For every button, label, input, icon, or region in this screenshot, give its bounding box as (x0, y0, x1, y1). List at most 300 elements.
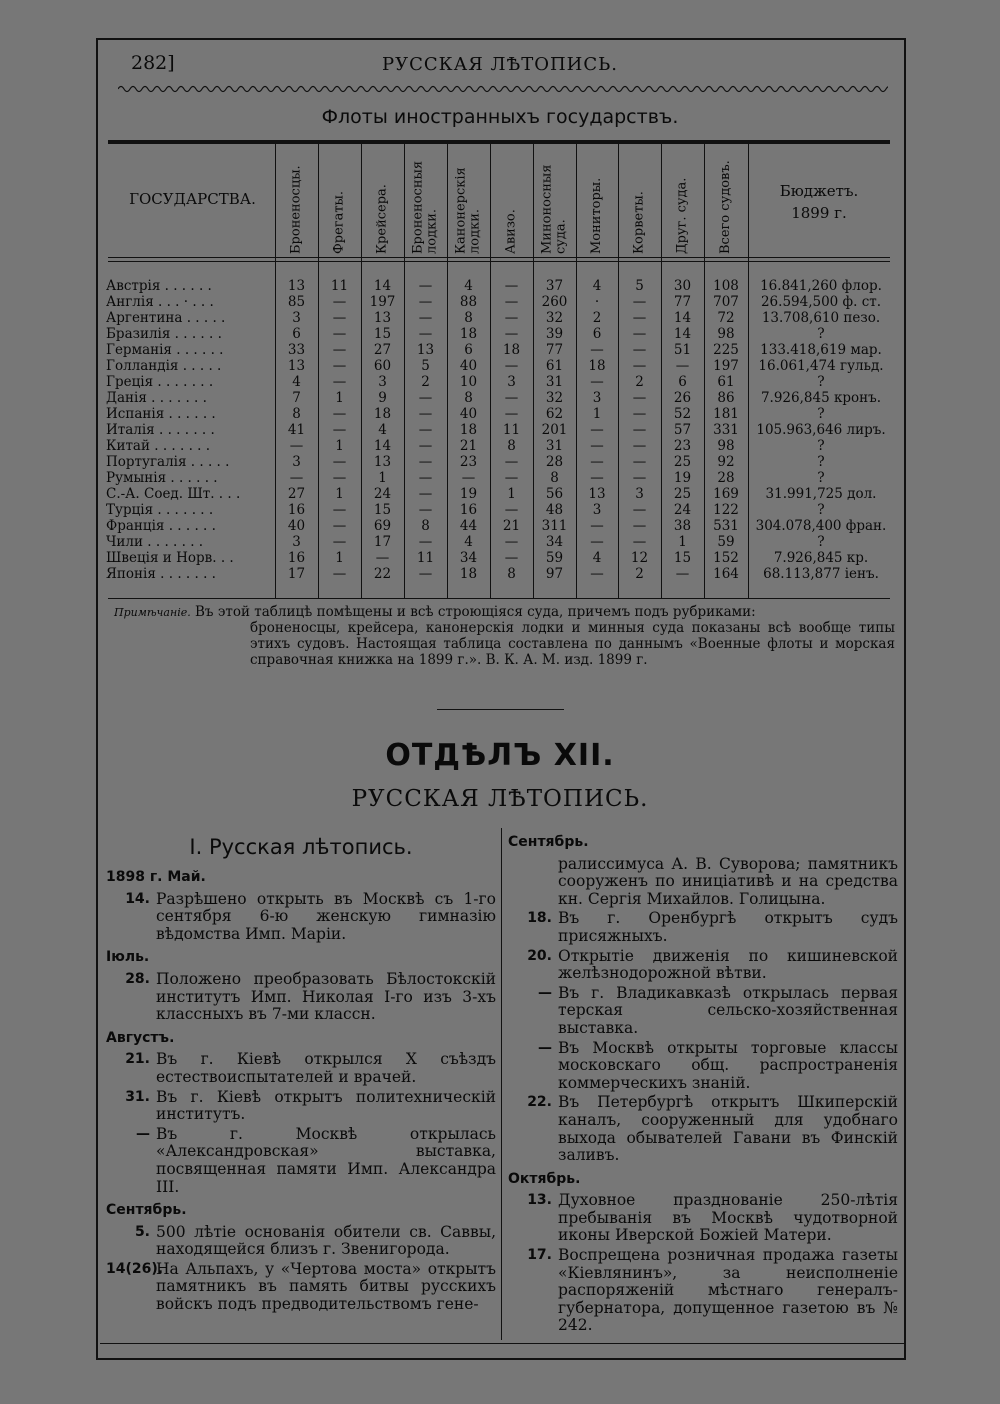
country-name: Швеція и Норв. . . (106, 550, 234, 566)
country-name: Португалія . . . . . (106, 454, 230, 470)
month-heading: Августъ. (106, 1029, 175, 1046)
table-cell: — (632, 310, 647, 326)
column-header-budget (748, 180, 890, 224)
table-cell: 3 (378, 374, 387, 390)
table-cell: 331 (713, 422, 739, 438)
country-name: Испанія . . . . . . (106, 406, 216, 422)
table-cell: 11 (330, 278, 349, 294)
entry-date: 14(26). (106, 1260, 164, 1277)
table-cell: 5 (421, 358, 430, 374)
budget-cell: ? (817, 406, 825, 422)
section-subtitle: РУССКАЯ ЛѢТОПИСЬ. (351, 786, 649, 812)
table-cell: — (418, 438, 433, 454)
table-cell: 52 (673, 406, 692, 422)
note-first-line: Въ этой таблицѣ помѣщены и всѣ строющіяся суда, причемъ подъ рубриками: (195, 604, 756, 620)
table-cell: 152 (713, 550, 739, 566)
table-cell: 16 (459, 502, 478, 518)
table-cell: 56 (545, 486, 564, 502)
table-cell: — (332, 342, 347, 358)
running-head: РУССКАЯ ЛѢТОПИСЬ. (382, 54, 618, 75)
table-cell: — (632, 502, 647, 518)
table-cell: 69 (373, 518, 392, 534)
country-name: Японія . . . . . . . (106, 566, 216, 582)
budget-cell: ? (817, 454, 825, 470)
table-cell: 1 (335, 486, 344, 502)
table-cell: 1 (507, 486, 516, 502)
table-cell: — (332, 566, 347, 582)
country-name: Франція . . . . . . (106, 518, 216, 534)
table-cell: — (418, 310, 433, 326)
table-cell: 1 (335, 390, 344, 406)
table-cell: 34 (545, 534, 564, 550)
budget-cell: ? (817, 502, 825, 518)
table-cell: 92 (717, 454, 735, 470)
budget-cell: 26.594,500 ф. ст. (760, 294, 882, 310)
table-cell: — (418, 566, 433, 582)
table-cell: — (590, 342, 604, 358)
table-cell: 13 (588, 486, 606, 502)
entry-date: — (538, 1039, 552, 1056)
table-cell: 225 (713, 342, 739, 358)
table-cell: — (332, 454, 347, 470)
table-cell: 11 (416, 550, 435, 566)
table-cell: 19 (459, 486, 478, 502)
table-cell: 60 (373, 358, 392, 374)
table-cell: 14 (673, 326, 692, 342)
table-cell: 2 (421, 374, 430, 390)
table-cell: — (504, 534, 519, 550)
table-cell: 31 (545, 438, 564, 454)
table-cell: 1 (335, 438, 344, 454)
table-cell: 33 (287, 342, 306, 358)
column-header: Корветы. (631, 191, 647, 254)
table-cell: 13 (416, 342, 435, 358)
table-note-rest: броненосцы, крейсера, канонерскія лодки и минныя суда показаны всѣ вообще типы этихъ судовъ. Настоящая таблица составлена по даннымъ «Военные флоты и морская справочная книжка на 1899 г.». В. К. А. М. изд. 1899 г. (250, 620, 895, 668)
table-cell: 14 (373, 438, 392, 454)
table-cell: 2 (592, 310, 602, 326)
note-label: Примѣчаніе. (114, 606, 191, 619)
table-cell: 25 (673, 486, 692, 502)
table-cell: 14 (373, 278, 392, 294)
month-heading: Октябрь. (508, 1170, 581, 1187)
table-cell: — (504, 310, 519, 326)
table-cell: 3 (292, 310, 301, 326)
table-cell: 28 (717, 470, 735, 486)
table-cell: — (590, 454, 604, 470)
table-cell: 6 (592, 326, 602, 342)
table-cell: 11 (502, 422, 521, 438)
chronicle-entry (508, 1192, 898, 1245)
table-cell: · (594, 294, 600, 310)
table-cell: — (289, 438, 304, 454)
entry-text: Положено преобразовать Бѣлостокскій институтъ Имп. Николая I-го изъ 3-хъ классныхъ въ 7-ми классн. (156, 969, 496, 1024)
table-cell: 3 (592, 502, 602, 518)
table-cell: 3 (635, 486, 644, 502)
table-cell: 24 (673, 502, 692, 518)
table-cell: — (332, 534, 347, 550)
table-cell: 4 (464, 278, 473, 294)
entry-text: Разрѣшено открыть въ Москвѣ съ 1-го сентября 6-ю женскую гимназію вѣдомства Имп. Маріи. (156, 889, 496, 943)
budget-cell: 31.991,725 дол. (765, 486, 877, 502)
page-bottom-rule (100, 1343, 906, 1344)
entry-text: Воспрещена розничная продажа газеты «Кіевлянинъ», за неисполненіе распоряженій мѣстнаго генералъ-губернатора, допущенное газетою въ № 242. (558, 1246, 898, 1335)
table-cell: — (590, 566, 604, 582)
table-cell: 15 (373, 326, 392, 342)
table-cell: — (461, 470, 476, 486)
column-header: Миноносныя суда. (539, 164, 569, 254)
table-cell: 85 (287, 294, 306, 310)
table-cell: 9 (378, 390, 387, 406)
header-rule (108, 257, 890, 258)
entry-text: Въ г. Кіевѣ открытъ политехническій институтъ. (156, 1087, 496, 1124)
table-cell: 8 (550, 470, 559, 486)
table-cell: 30 (673, 278, 692, 294)
entry-text: Въ г. Оренбургѣ открытъ судъ присяжныхъ. (558, 909, 898, 945)
table-cell: 77 (673, 294, 692, 310)
budget-cell: 13.708,610 пезо. (761, 310, 881, 326)
right-column (508, 828, 898, 1337)
table-cell: 3 (292, 454, 301, 470)
column-header: Мониторы. (589, 177, 604, 254)
table-cell: 1 (678, 534, 687, 550)
table-cell: — (590, 374, 604, 390)
table-cell: — (590, 422, 604, 438)
table-cell: 24 (373, 486, 392, 502)
table-cell: 4 (292, 374, 301, 390)
table-cell: 8 (292, 406, 301, 422)
table-cell: 40 (459, 358, 478, 374)
table-cell: 31 (545, 374, 564, 390)
entry-text: Въ Петербургѣ открытъ Шкиперскій каналъ, сооруженный для удобнаго выхода обывателей Гавани въ Финскій заливъ. (558, 1093, 898, 1165)
table-cell: 3 (592, 390, 602, 406)
header-rule-double (108, 261, 890, 262)
column-header: Крейсера. (374, 184, 390, 254)
chronicle-entry (508, 1040, 898, 1093)
table-cell: 13 (287, 278, 306, 294)
table-cell: 260 (541, 294, 568, 310)
table-cell: — (632, 518, 647, 534)
budget-cell: ? (817, 326, 825, 342)
entry-date: 18. (527, 910, 552, 927)
table-cell: 1 (335, 550, 344, 566)
budget-cell: ? (817, 470, 825, 486)
table-cell: 4 (592, 278, 602, 294)
table-cell: — (418, 422, 433, 438)
table-title: Флоты иностранныхъ государствъ. (321, 106, 679, 128)
chronicle-entry (106, 1224, 496, 1259)
budget-cell: 7.926,845 кронъ. (760, 390, 882, 406)
table-cell: — (504, 454, 519, 470)
country-name: Данія . . . . . . . (106, 390, 207, 406)
table-cell: 13 (287, 358, 306, 374)
table-cell: — (675, 566, 690, 582)
table-cell: 6 (464, 342, 473, 358)
table-cell: 88 (459, 294, 478, 310)
chronicle-entry (106, 971, 496, 1024)
table-cell: 34 (459, 550, 478, 566)
budget-cell: 7.926,845 кр. (773, 550, 869, 566)
table-cell: 2 (635, 374, 644, 390)
table-cell: 59 (545, 550, 564, 566)
table-cell: 18 (459, 422, 478, 438)
budget-head-line-2: 1899 г. (791, 204, 847, 222)
table-cell: 16 (287, 550, 306, 566)
table-cell: 531 (713, 518, 739, 534)
country-name: С.-А. Соед. Шт. . . . (106, 486, 241, 502)
table-cell: 23 (673, 438, 692, 454)
table-cell: — (418, 326, 433, 342)
table-cell: 181 (713, 406, 739, 422)
column-header: Всего судовъ. (718, 160, 733, 254)
budget-cell: 16.061,474 гульд. (758, 358, 884, 374)
chronicle-entry (508, 1247, 898, 1335)
table-cell: 122 (713, 502, 739, 518)
table-cell: — (418, 294, 433, 310)
table-cell: — (632, 438, 647, 454)
table-cell: — (332, 518, 347, 534)
table-cell: 21 (459, 438, 478, 454)
table-cell: 197 (713, 358, 739, 374)
table-cell: — (632, 342, 647, 358)
table-cell: — (504, 406, 519, 422)
table-cell: — (418, 454, 433, 470)
table-cell: 3 (292, 534, 301, 550)
table-cell: 98 (717, 326, 735, 342)
table-cell: 6 (292, 326, 301, 342)
table-cell: — (504, 390, 519, 406)
table-cell: 12 (630, 550, 649, 566)
table-cell: — (332, 502, 347, 518)
table-cell: 4 (464, 534, 473, 550)
country-name: Бразилія . . . . . . (106, 326, 222, 342)
table-cell: 19 (673, 470, 692, 486)
table-cell: — (590, 470, 604, 486)
entry-text: На Альпахъ, у «Чертова моста» открытъ памятникъ въ память битвы русскихъ войскъ подъ предводительствомъ гене- (156, 1259, 496, 1314)
section-divider (437, 709, 564, 710)
table-cell: — (332, 358, 347, 374)
table-cell: — (289, 470, 304, 486)
table-cell: 61 (717, 374, 735, 390)
table-cell: 32 (545, 310, 564, 326)
table-cell: — (632, 294, 647, 310)
chronicle-entry (508, 910, 898, 945)
table-cell: 28 (545, 454, 564, 470)
table-cell: 8 (464, 390, 473, 406)
table-cell: 2 (635, 566, 644, 582)
entry-text: Въ г. Москвѣ открылась «Александровская» выставка, посвященная памяти Имп. Александра III. (156, 1124, 496, 1196)
table-cell: 1 (592, 406, 602, 422)
entry-text: Духовное празднованіе 250-лѣтія пребыванія въ Москвѣ чудотворной иконы Иверской Божіей Матери. (558, 1191, 898, 1245)
column-divider (501, 828, 502, 1340)
budget-cell: ? (817, 374, 825, 390)
month-heading: Сентябрь. (508, 834, 589, 850)
table-cell: — (504, 294, 519, 310)
chronicle-entry (106, 891, 496, 944)
table-cell: — (504, 470, 519, 486)
table-cell: 108 (713, 278, 739, 294)
table-cell: 18 (459, 566, 478, 582)
country-name: Италія . . . . . . . (106, 422, 215, 438)
entry-text: Открытіе движенія по кишиневской желѣзнодорожной вѣтви. (558, 946, 898, 983)
table-cell: 23 (459, 454, 478, 470)
table-cell: — (675, 358, 690, 374)
entry-text: Въ Москвѣ открыты торговые классы московскаго общ. распространенія коммерческихъ знаній. (558, 1038, 898, 1092)
table-cell: 22 (373, 566, 392, 582)
month-heading: Іюль. (106, 949, 150, 966)
table-cell: 16 (287, 502, 306, 518)
entry-date: 22. (527, 1094, 552, 1111)
country-name: Китай . . . . . . . (106, 438, 211, 454)
column-header-states: ГОСУДАРСТВА. (129, 190, 256, 208)
month-heading: Сентябрь. (106, 1202, 187, 1219)
entry-date: 17. (527, 1247, 552, 1264)
section-title: ОТДѢЛЪ XII. (385, 738, 615, 773)
table-cell: — (504, 358, 519, 374)
budget-cell: 105.963,646 лиръ. (756, 422, 886, 438)
table-cell: — (590, 518, 604, 534)
table-cell: — (632, 534, 647, 550)
left-column (106, 833, 496, 1316)
table-cell: 37 (545, 278, 564, 294)
budget-cell: ? (817, 534, 825, 550)
table-cell: 57 (673, 422, 692, 438)
table-cell: — (418, 390, 433, 406)
entry-date: 14. (125, 890, 150, 907)
table-cell: 6 (678, 374, 687, 390)
chronicle-heading: I. Русская лѣтопись. (189, 835, 413, 859)
chronicle-entry (106, 1261, 496, 1314)
table-cell: 18 (502, 342, 521, 358)
column-header: Фрегаты. (331, 190, 347, 254)
table-cell: 197 (369, 294, 396, 310)
table-cell: 97 (545, 566, 564, 582)
table-note-first (114, 604, 894, 621)
table-cell: — (418, 534, 433, 550)
table-cell: 311 (541, 518, 568, 534)
table-cell: — (504, 550, 519, 566)
table-cell: 18 (459, 326, 478, 342)
chronicle-entry (106, 1051, 496, 1086)
table-top-rule (108, 140, 890, 144)
table-cell: 27 (373, 342, 392, 358)
table-cell: 77 (545, 342, 564, 358)
budget-cell: 68.113,877 іенъ. (763, 566, 879, 582)
country-name: Голландія . . . . . (106, 358, 222, 374)
entry-text: Въ г. Кіевѣ открылся X съѣздъ естествоиспытателей и врачей. (156, 1050, 496, 1086)
table-cell: — (332, 294, 347, 310)
table-cell: 5 (635, 278, 644, 294)
table-cell: 15 (673, 550, 692, 566)
table-cell: 8 (421, 518, 430, 534)
chronicle-entry (508, 985, 898, 1038)
table-cell: 15 (373, 502, 392, 518)
table-cell: — (632, 390, 647, 406)
table-cell: 32 (545, 390, 564, 406)
table-cell: 98 (717, 438, 735, 454)
column-header: Друг. суда. (674, 177, 690, 254)
table-cell: 4 (592, 550, 602, 566)
country-name: Турція . . . . . . . (106, 502, 214, 518)
table-cell: 72 (717, 310, 735, 326)
budget-cell: 133.418,619 мар. (760, 342, 882, 358)
table-cell: 38 (673, 518, 692, 534)
table-cell: — (632, 358, 647, 374)
table-cell: — (632, 454, 647, 470)
table-cell: — (632, 406, 647, 422)
country-name: Австрія . . . . . . (106, 278, 212, 294)
country-name: Румынія . . . . . . (106, 470, 218, 486)
table-cell: — (332, 326, 347, 342)
table-cell: — (504, 326, 519, 342)
table-cell: — (590, 534, 604, 550)
table-cell: 169 (713, 486, 739, 502)
table-cell: 13 (373, 310, 392, 326)
table-cell: — (632, 470, 647, 486)
table-cell: 18 (373, 406, 392, 422)
entry-continuation: ралиссимуса А. В. Суворова; памятникъ сооруженъ по иниціативѣ и на средства кн. Сергія Михайлов. Голицына. (558, 854, 898, 908)
table-cell: — (375, 550, 390, 566)
table-cell: 10 (459, 374, 478, 390)
budget-cell: ? (817, 438, 825, 454)
table-cell: 14 (673, 310, 692, 326)
country-name: Чили . . . . . . . (106, 534, 204, 550)
table-cell: — (418, 470, 433, 486)
table-cell: 61 (545, 358, 564, 374)
table-cell: — (418, 278, 433, 294)
table-cell: 25 (673, 454, 692, 470)
table-cell: 39 (545, 326, 564, 342)
entry-text: Въ г. Владикавказѣ открылась первая терская сельско-хозяйственная выставка. (558, 983, 898, 1037)
month-heading: 1898 г. Май. (106, 869, 206, 885)
table-cell: 17 (287, 566, 306, 582)
table-cell: 4 (378, 422, 387, 438)
table-cell: 44 (459, 518, 478, 534)
table-cell: 201 (541, 422, 568, 438)
table-cell: — (332, 422, 347, 438)
budget-cell: 304.078,400 фран. (755, 518, 887, 534)
country-name: Германія . . . . . . (106, 342, 224, 358)
table-cell: — (332, 374, 347, 390)
table-cell: — (332, 310, 347, 326)
chronicle-entry (508, 1094, 898, 1164)
table-bottom-rule (108, 598, 890, 599)
entry-date: 13. (527, 1192, 552, 1209)
table-cell: 21 (502, 518, 521, 534)
table-cell: 40 (287, 518, 306, 534)
table-cell: 40 (459, 406, 478, 422)
table-cell: — (632, 326, 647, 342)
page-number: 282] (131, 52, 175, 74)
table-cell: — (418, 502, 433, 518)
table-cell: 707 (713, 294, 739, 310)
table-cell: 3 (507, 374, 516, 390)
column-header: Авизо. (503, 209, 519, 254)
entry-date: — (136, 1125, 150, 1142)
chronicle-entry (508, 948, 898, 983)
table-cell: — (332, 406, 347, 422)
table-cell: 27 (287, 486, 306, 502)
column-header: Броненосцы. (288, 165, 304, 254)
budget-head-line-1: Бюджетъ. (779, 182, 859, 200)
table-cell: 18 (588, 358, 606, 374)
entry-date: 28. (125, 970, 150, 987)
table-cell: 1 (378, 470, 387, 486)
column-header: Канонерскія лодки. (453, 167, 483, 254)
table-cell: 51 (673, 342, 692, 358)
table-cell: — (504, 278, 519, 294)
table-cell: — (332, 470, 347, 486)
table-cell: 59 (717, 534, 735, 550)
